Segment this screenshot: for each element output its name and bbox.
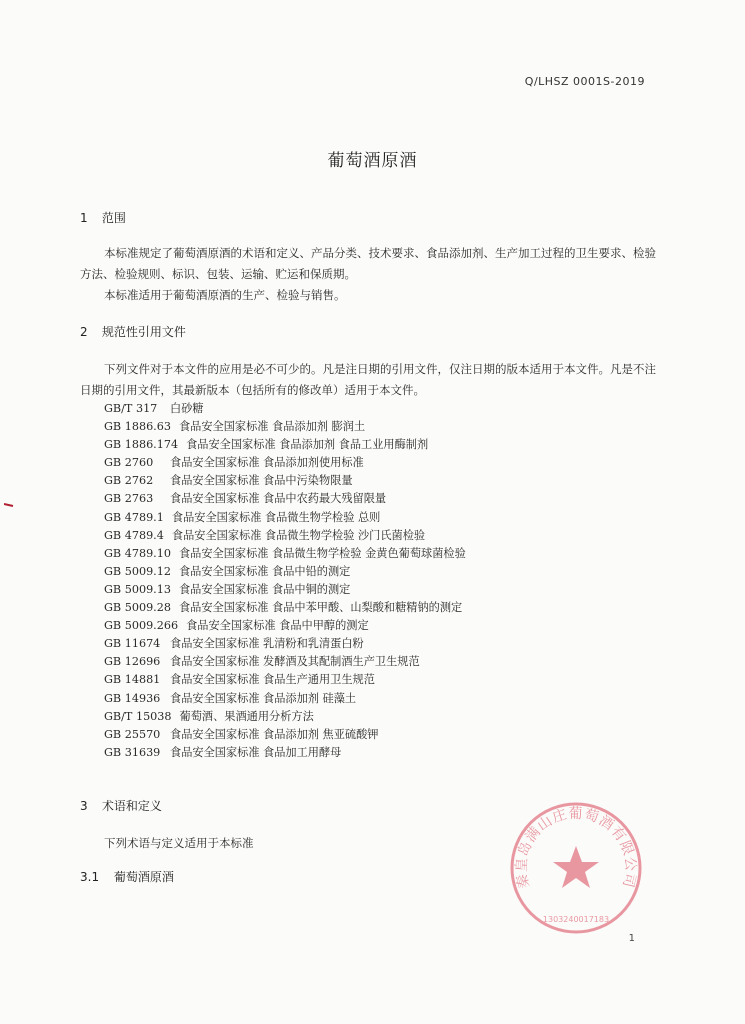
reference-code: GB 5009.28 bbox=[104, 601, 171, 615]
reference-title: 食品安全国家标准 食品添加剂使用标准 bbox=[170, 456, 364, 470]
reference-code: GB 1886.63 bbox=[104, 420, 171, 434]
reference-code: GB 4789.1 bbox=[104, 510, 164, 524]
reference-title: 食品安全国家标准 食品微生物学检验 沙门氏菌检验 bbox=[171, 528, 426, 542]
reference-code: GB 25570 bbox=[104, 727, 161, 741]
reference-item bbox=[104, 400, 466, 418]
reference-title: 葡萄酒、果酒通用分析方法 bbox=[179, 709, 314, 723]
reference-code: GB 14936 bbox=[104, 691, 161, 705]
reference-title: 白砂糖 bbox=[170, 402, 204, 415]
section-1-heading bbox=[80, 209, 126, 226]
section-number: 2 bbox=[80, 325, 88, 339]
reference-title: 食品安全国家标准 食品中铜的测定 bbox=[178, 582, 351, 596]
reference-item bbox=[104, 744, 466, 762]
reference-code: GB 14881 bbox=[104, 673, 161, 687]
reference-title: 食品安全国家标准 乳清粉和乳清蛋白粉 bbox=[170, 637, 364, 651]
reference-code: GB 4789.4 bbox=[104, 528, 164, 542]
section-number: 3 bbox=[80, 799, 88, 813]
reference-code: GB 1886.174 bbox=[104, 438, 179, 452]
reference-title: 食品安全国家标准 食品生产通用卫生规范 bbox=[170, 673, 375, 687]
reference-code: GB 2760 bbox=[104, 456, 154, 470]
scope-paragraph-1: 本标准规定了葡萄酒原酒的术语和定义、产品分类、技术要求、食品添加剂、生产加工过程的卫生要求、检验方法、检验规则、标识、包装、运输、贮运和保质期。 bbox=[80, 246, 656, 281]
reference-item bbox=[104, 563, 466, 581]
reference-item bbox=[104, 418, 466, 436]
reference-item bbox=[104, 653, 466, 671]
reference-item bbox=[104, 617, 466, 635]
reference-item bbox=[104, 472, 466, 490]
section-number: 1 bbox=[80, 211, 88, 225]
reference-code: GB/T 15038 bbox=[104, 709, 172, 723]
section-3-heading bbox=[80, 797, 162, 814]
reference-item bbox=[104, 599, 466, 617]
reference-item bbox=[104, 454, 466, 472]
section-title: 规范性引用文件 bbox=[101, 325, 186, 339]
subsection-title: 葡萄酒原酒 bbox=[113, 870, 174, 884]
subsection-3-1-heading bbox=[80, 868, 174, 885]
reference-title: 食品安全国家标准 食品中污染物限量 bbox=[170, 474, 353, 488]
reference-title: 食品安全国家标准 食品中苯甲酸、山梨酸和糖精钠的测定 bbox=[178, 601, 463, 615]
reference-code: GB 5009.12 bbox=[104, 564, 171, 578]
reference-code: GB 2762 bbox=[104, 474, 154, 488]
reference-title: 食品安全国家标准 食品中甲醇的测定 bbox=[186, 619, 369, 633]
scan-mark-icon bbox=[4, 502, 14, 508]
reference-title: 食品安全国家标准 发酵酒及其配制酒生产卫生规范 bbox=[170, 655, 420, 669]
reference-code: GB 5009.13 bbox=[104, 582, 171, 596]
subsection-number: 3.1 bbox=[80, 870, 100, 884]
document-code: Q/LHSZ 0001S-2019 bbox=[524, 75, 645, 88]
reference-code: GB/T 317 bbox=[104, 402, 158, 415]
reference-item bbox=[104, 545, 466, 563]
reference-item bbox=[104, 690, 466, 708]
reference-title: 食品安全国家标准 食品中农药最大残留限量 bbox=[170, 492, 387, 506]
reference-item bbox=[104, 581, 466, 599]
reference-code: GB 2763 bbox=[104, 492, 154, 506]
reference-title: 食品安全国家标准 食品加工用酵母 bbox=[170, 745, 342, 759]
reference-title: 食品安全国家标准 食品微生物学检验 金黄色葡萄球菌检验 bbox=[178, 546, 466, 560]
reference-item bbox=[104, 509, 466, 527]
page-number: 1 bbox=[628, 933, 635, 944]
reference-item bbox=[104, 436, 466, 454]
reference-code: GB 12696 bbox=[104, 655, 161, 669]
reference-item bbox=[104, 726, 466, 744]
reference-title: 食品安全国家标准 食品添加剂 食品工业用酶制剂 bbox=[186, 438, 429, 452]
section-2-heading bbox=[80, 323, 186, 340]
reference-title: 食品安全国家标准 食品添加剂 膨润土 bbox=[178, 420, 366, 434]
reference-item bbox=[104, 635, 466, 653]
reference-list bbox=[104, 400, 466, 762]
reference-code: GB 4789.10 bbox=[104, 546, 171, 560]
reference-item bbox=[104, 527, 466, 545]
reference-title: 食品安全国家标准 食品添加剂 硅藻土 bbox=[170, 691, 357, 705]
section-title: 术语和定义 bbox=[101, 799, 162, 813]
reference-code: GB 5009.266 bbox=[104, 619, 179, 633]
reference-title: 食品安全国家标准 食品微生物学检验 总则 bbox=[171, 510, 381, 524]
reference-code: GB 11674 bbox=[104, 637, 161, 651]
reference-code: GB 31639 bbox=[104, 745, 161, 759]
reference-item bbox=[104, 708, 466, 726]
reference-title: 食品安全国家标准 食品添加剂 焦亚硫酸钾 bbox=[170, 727, 379, 741]
normative-intro: 下列文件对于本文件的应用是必不可少的。凡是注日期的引用文件，仅注日期的版本适用于本文件。凡是不注日期的引用文件，其最新版本（包括所有的修改单）适用于本文件。 bbox=[80, 362, 656, 397]
company-seal-icon bbox=[506, 798, 646, 938]
reference-item bbox=[104, 671, 466, 689]
scope-paragraph-2: 本标准适用于葡萄酒原酒的生产、检验与销售。 bbox=[104, 288, 346, 302]
svg-text:1303240017183: 1303240017183 bbox=[542, 915, 610, 924]
terms-intro: 下列术语与定义适用于本标准 bbox=[104, 836, 254, 850]
reference-title: 食品安全国家标准 食品中铅的测定 bbox=[178, 564, 351, 578]
svg-text:秦皇岛满山庄葡萄酒有限公司: 秦皇岛满山庄葡萄酒有限公司 bbox=[513, 806, 639, 890]
section-title: 范围 bbox=[101, 211, 126, 225]
reference-item bbox=[104, 490, 466, 508]
document-title: 葡萄酒原酒 bbox=[327, 151, 418, 171]
